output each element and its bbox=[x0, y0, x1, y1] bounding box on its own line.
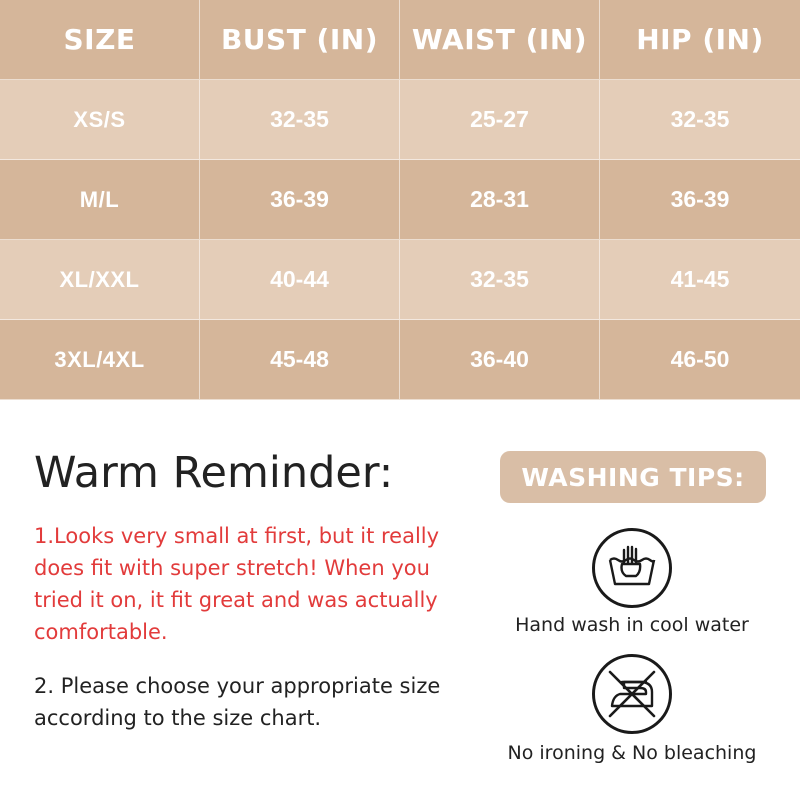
size-cell: M/L bbox=[0, 160, 200, 240]
hand-wash-label: Hand wash in cool water bbox=[515, 614, 749, 636]
hip-cell: 36-39 bbox=[600, 160, 800, 240]
size-cell: XL/XXL bbox=[0, 240, 200, 320]
washing-tips-badge: WASHING TIPS: bbox=[500, 451, 766, 503]
hip-cell: 41-45 bbox=[600, 240, 800, 320]
header-size: SIZE bbox=[0, 0, 200, 80]
reminder-note-1: 1.Looks very small at first, but it really does fit with super stretch! When you tried it on, it fit great and was actually comfortable. bbox=[34, 524, 440, 644]
bust-cell: 36-39 bbox=[200, 160, 400, 240]
hip-cell: 46-50 bbox=[600, 320, 800, 400]
reminder-title: Warm Reminder: bbox=[34, 448, 394, 498]
waist-cell: 28-31 bbox=[400, 160, 600, 240]
header-bust: BUST (IN) bbox=[200, 0, 400, 80]
waist-cell: 25-27 bbox=[400, 80, 600, 160]
bust-cell: 40-44 bbox=[200, 240, 400, 320]
waist-cell: 36-40 bbox=[400, 320, 600, 400]
size-cell: 3XL/4XL bbox=[0, 320, 200, 400]
no-iron-label: No ironing & No bleaching bbox=[507, 742, 757, 764]
bust-cell: 45-48 bbox=[200, 320, 400, 400]
header-hip: HIP (IN) bbox=[600, 0, 800, 80]
size-cell: XS/S bbox=[0, 80, 200, 160]
reminder-note-2: 2. Please choose your appropriate size according to the size chart. bbox=[34, 674, 441, 730]
no-iron-icon bbox=[592, 654, 672, 734]
waist-cell: 32-35 bbox=[400, 240, 600, 320]
bust-cell: 32-35 bbox=[200, 80, 400, 160]
hand-wash-icon bbox=[592, 528, 672, 608]
hip-cell: 32-35 bbox=[600, 80, 800, 160]
header-waist: WAIST (IN) bbox=[400, 0, 600, 80]
